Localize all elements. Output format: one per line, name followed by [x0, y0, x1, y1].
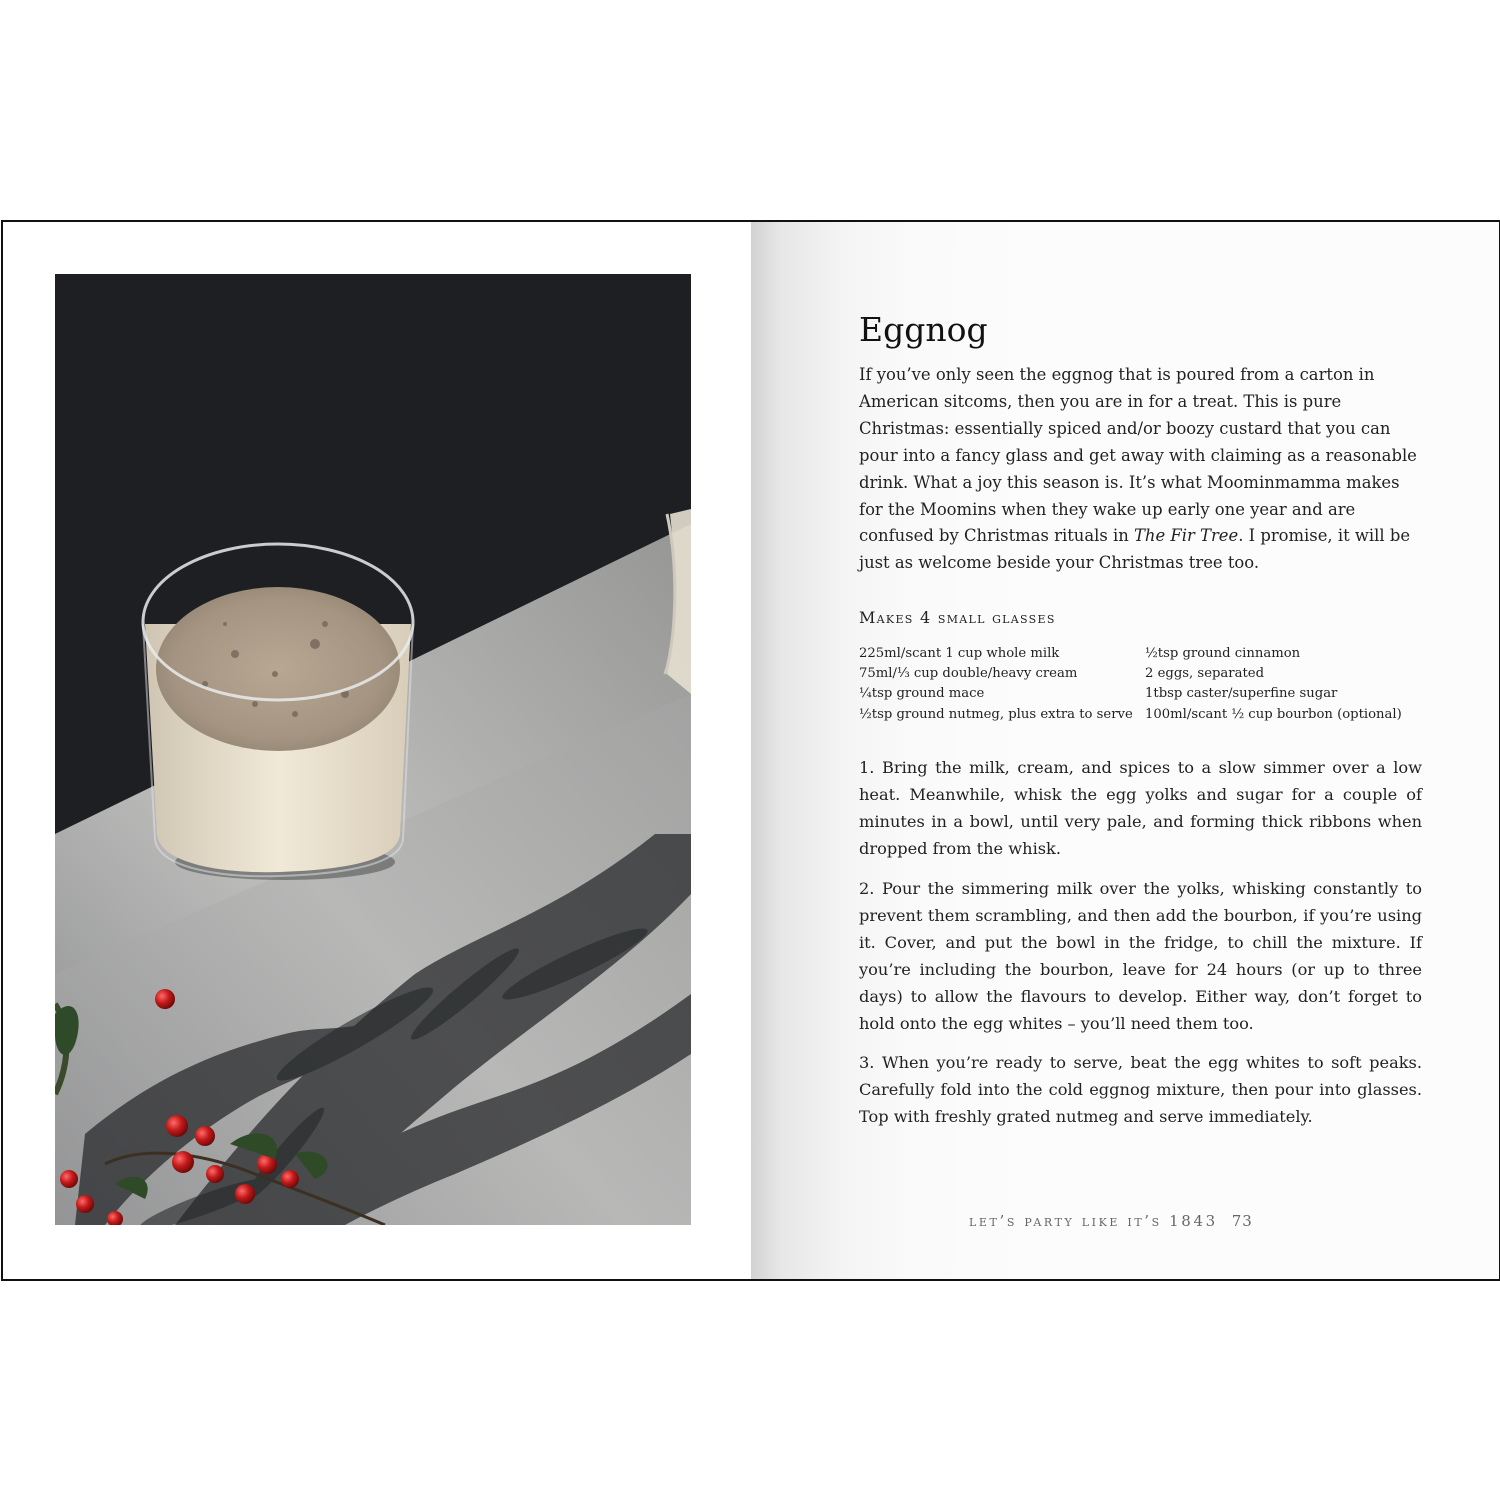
- method-step-2: 2. Pour the simmering milk over the yolks, whisking constantly to prevent them scrambling, and then add the bourbon, if you’re using it. Cover, and put the bowl in the fridge, to chill the mixture. If you’re including the bourbon, leave for 24 hours (or up to three days) to allow the flavours to develop. Either way, don’t forget to hold onto the egg whites – you’ll need them too.: [859, 879, 1422, 1033]
- eggnog-photo: [55, 274, 691, 1225]
- ingredients-column-right: [1145, 644, 1402, 725]
- right-page: [751, 222, 1499, 1279]
- ingredient-item: 225ml/scant 1 cup whole milk: [859, 646, 1060, 661]
- book-spread: [1, 220, 1500, 1281]
- recipe-intro: If you’ve only seen the eggnog that is poured from a carton in American sitcoms, then you are in for a treat. This is pure Christmas: essentially spiced and/or boozy custard that you can pour into a fancy glass and get away with claiming as a reasonable drink. What a joy this season is. It’s what Moominmamma makes for the Moomins when they wake up early one year and are confused by Christmas rituals in The Fir Tree. I promise, it will be just as welcome beside your Christmas tree too.: [859, 365, 1417, 573]
- page-number: 73: [1231, 1212, 1253, 1230]
- ingredients-column-left: [859, 644, 1133, 725]
- eggnog-photo-illustration: [55, 274, 691, 1225]
- ingredient-item: 2 eggs, separated: [1145, 666, 1265, 682]
- book-title-italic: The Fir Tree: [1133, 526, 1239, 546]
- running-head: let’s party like it’s 1843: [969, 1212, 1218, 1230]
- ingredient-item: ¼tsp ground mace: [859, 686, 985, 702]
- left-page: [3, 222, 751, 1279]
- yield-heading: Makes 4 small glasses: [859, 608, 1056, 627]
- page-footer: [969, 1212, 1253, 1230]
- recipe-title: Eggnog: [859, 310, 988, 349]
- ingredient-item: 75ml/⅓ cup double/heavy cream: [859, 666, 1078, 682]
- ingredient-item: 100ml/scant ½ cup bourbon (optional): [1145, 706, 1402, 722]
- ingredient-item: ½tsp ground cinnamon: [1145, 646, 1301, 661]
- method-step-3: 3. When you’re ready to serve, beat the egg whites to soft peaks. Carefully fold into the cold eggnog mixture, then pour into glasses. Top with freshly grated nutmeg and serve immediately.: [859, 1053, 1422, 1126]
- ingredient-item: ½tsp ground nutmeg, plus extra to serve: [859, 706, 1133, 722]
- method-step-1: 1. Bring the milk, cream, and spices to a slow simmer over a low heat. Meanwhile, whisk the egg yolks and sugar for a couple of minutes in a bowl, until very pale, and forming thick ribbons when dropped from the whisk.: [859, 758, 1422, 858]
- ingredient-item: 1tbsp caster/superfine sugar: [1145, 686, 1338, 702]
